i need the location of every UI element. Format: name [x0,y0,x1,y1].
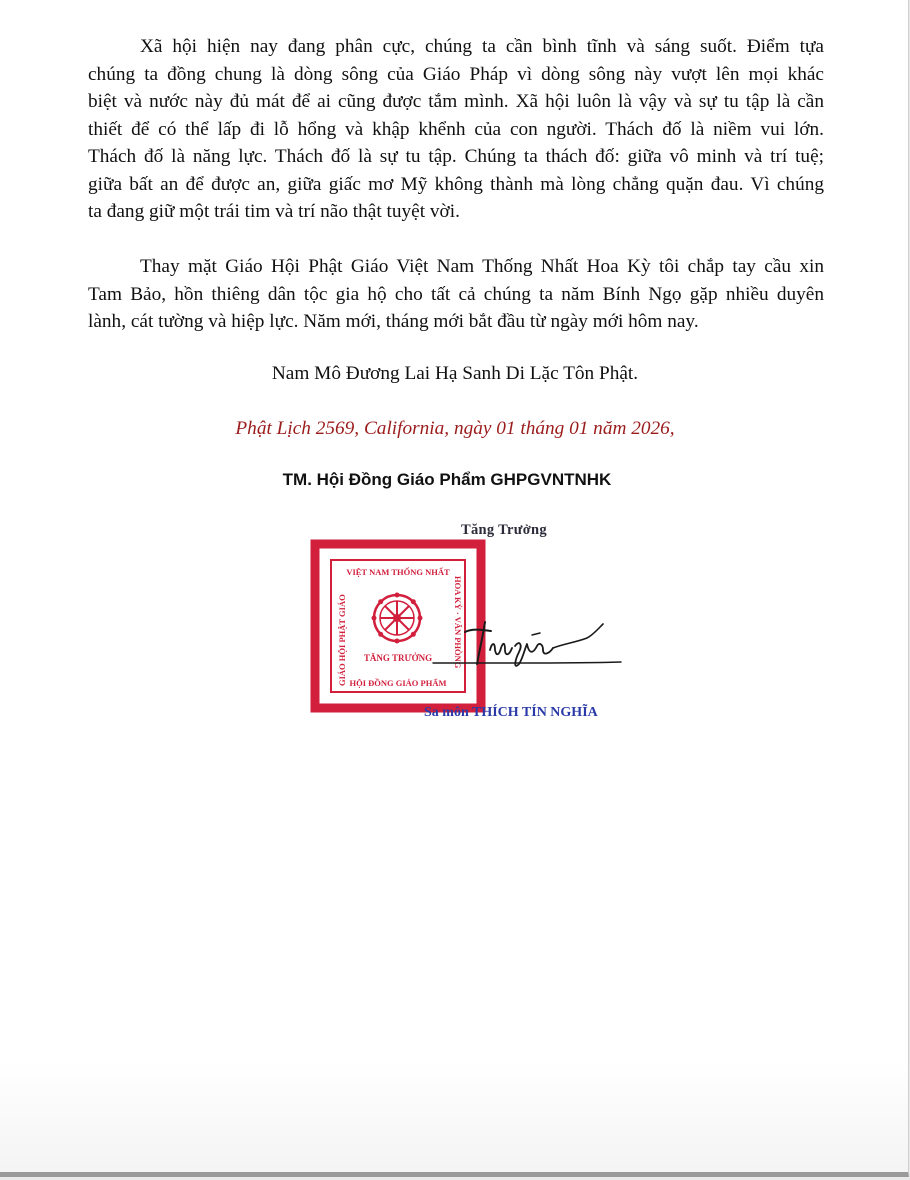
on-behalf-line: TM. Hội Đồng Giáo Phẩm GHPGVNTNHK [282,470,612,489]
seal-stamp [315,544,481,708]
paragraph-2-line: Tam Bảo, hồn thiêng dân tộc gia hộ cho tất cả chúng ta năm Bính Ngọ gặp nhiều duyên [88,283,824,305]
paragraph-2 [88,253,824,336]
paragraph-1-line: thiết để có thể lấp đi lỗ hổng và khập khểnh của con người. Thách đố là niềm vui lớn. [88,118,824,140]
paragraph-1-line: giữa bất an để được an, giữa giấc mơ Mỹ không thành mà lòng chẳng quặn đau. Vì chúng [88,173,824,195]
seal-center-text: TĂNG TRƯỞNG [363,653,433,663]
paragraph-1-line: chúng ta đồng chung là dòng sông của Giáo Pháp vì dòng sông này vượt lên mọi khác [88,63,824,85]
seal-and-signature [287,514,627,732]
signer-title: Tăng Trưởng [461,522,547,538]
paragraph-1 [88,33,824,226]
dharma-wheel-icon [372,593,423,644]
seal-left-text: GIÁO HỘI PHẬT GIÁO [337,594,347,686]
seal-bottom-text: HỘI ĐỒNG GIÁO PHẨM [349,678,447,688]
seal-top-text: VIỆT NAM THỐNG NHẤT [346,567,450,577]
paragraph-1-line: Xã hội hiện nay đang phân cực, chúng ta cần bình tĩnh và sáng suốt. Điểm tựa [140,36,824,57]
dateline: Phật Lịch 2569, California, ngày 01 tháng 01 năm 2026, [235,418,675,439]
paragraph-1-line: biệt và nước này đủ mát để ai cũng được tắm mình. Xã hội luôn là vậy và sự tu tập là cần [88,91,824,112]
invocation-line: Nam Mô Đương Lai Hạ Sanh Di Lặc Tôn Phật. [271,363,639,384]
signer-name [424,705,598,721]
signer-prefix: Sa môn [424,705,469,720]
paragraph-2-line: lành, cát tường và hiệp lực. Năm mới, tháng mới bắt đầu từ ngày mới hôm nay. [88,311,699,332]
paragraph-1-line: ta đang giữ một trái tim và trí não thật tuyệt vời. [88,201,460,222]
signer-fullname: THÍCH TÍN NGHĨA [471,705,598,720]
signature-block [287,514,627,732]
paragraph-2-line: Thay mặt Giáo Hội Phật Giáo Việt Nam Thống Nhất Hoa Kỳ tôi chắp tay cầu xin [140,256,824,277]
seal-right-text: HOA KỲ · VĂN PHÒNG [453,576,463,669]
paragraph-1-line: Thách đố là năng lực. Thách đố là sự tu tập. Chúng ta thách đố: giữa vô minh và trí tuệ; [88,146,824,167]
